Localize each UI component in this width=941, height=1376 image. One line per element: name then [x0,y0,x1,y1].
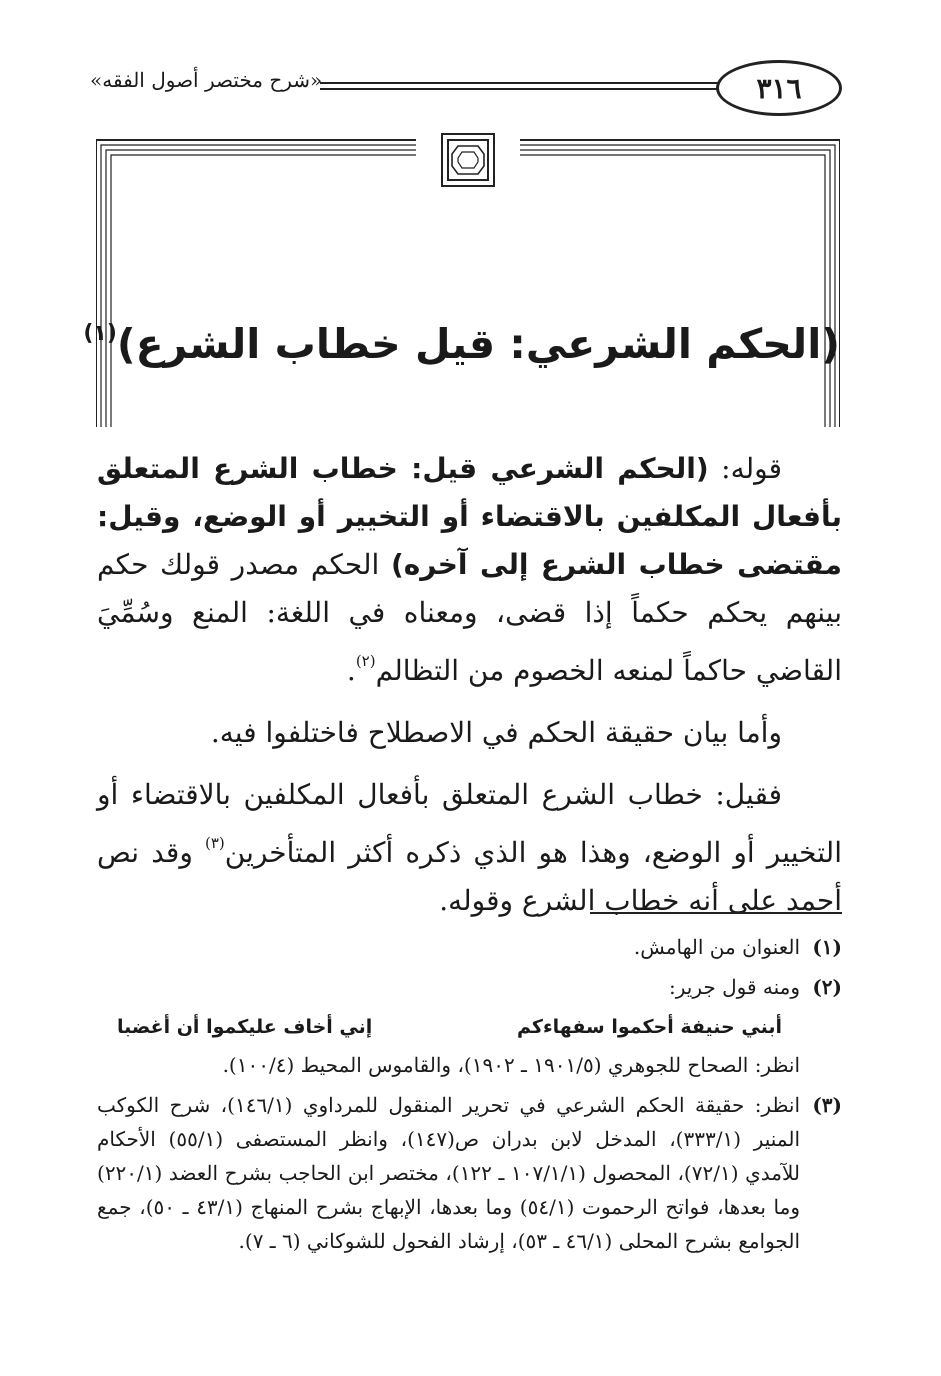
chapter-title-frame [83,132,840,427]
paragraph-text: الحكم مصدر قولك حكم بينهم يحكم حكماً إذا قضى، ومعناه في اللغة: المنع وسُمِّيَ القاضي حاكماً لمنعه الخصوم من التظالم [97,548,842,687]
poem-second-hemistich: إني أخاف عليكموا أن أغضبا [117,1016,373,1038]
footnote-ref: (١) [83,321,117,346]
ornament-icon [442,134,494,186]
chapter-title-text: (الحكم الشرعي: قيل خطاب الشرع) [116,320,840,368]
footnote [97,970,842,1004]
footnote-ref: (٣) [204,834,225,852]
footnote-text: انظر: حقيقة الحكم الشرعي في تحرير المنقول للمرداوي (١٤٦/١)، شرح الكوكب المنير (٣٣٣/١)، المدخل لابن بدران ص(١٤٧)، وانظر المستصفى (٥٥/١) الأحكام للآمدي (٧٢/١)، المحصول (١٠٧/١/١ ـ ١٢٢)، مختصر ابن الحاجب بشرح العضد (٢٢٠/١) وما بعدها، فواتح الرحموت (٥٤/١) وما بعدها، الإبهاج بشرح المنهاج (٤٣/١ ـ ٥٠)، جمع الجوامع بشرح المحلى (٤٦/١ ـ ٥٣)، إرشاد الفحول للشوكاني (٦ ـ ٧). [97,1093,801,1253]
quoted-definition: (الحكم الشرعي قيل: خطاب الشرع المتعلق بأفعال المكلفين بالاقتضاء أو التخيير أو الوضع، وقيل: مقتضى خطاب الشرع إلى آخره) [97,452,843,581]
footnote-ref: (٢) [355,652,376,670]
footnote-number: (٣) [812,1093,842,1117]
footnote [97,930,842,964]
footnote-text: العنوان من الهامش. [633,935,800,959]
footnote [97,1088,842,1258]
footnotes [97,930,842,1264]
header-rule [320,82,750,84]
paragraph [97,771,842,925]
running-book-title: «شرح مختصر أصول الفقه» [90,68,323,92]
poem-first-hemistich: أبني حنيفة أحكموا سفهاءكم [517,1016,782,1038]
paragraph: وأما بيان حقيقة الحكم في الاصطلاح فاختلفوا فيه. [210,716,782,749]
footnote-number: (٢) [812,975,842,999]
poem-verse [117,1010,782,1044]
page-number [716,60,842,116]
main-text [97,445,842,925]
paragraph-end: وقد نص أحمد على أنه خطاب الشرع وقوله. [97,836,842,917]
paragraph-text: فقيل: خطاب الشرع المتعلق بأفعال المكلفين بالاقتضاء أو التخيير أو الوضع، وهذا هو الذي ذكره أكثر المتأخرين [97,778,842,869]
paragraph [97,445,842,695]
chapter-title [83,304,840,374]
paragraph-end: . [346,654,356,687]
footnote-source: انظر: الصحاح للجوهري (١٩٠١/٥ ـ ١٩٠٢)، والقاموس المحيط (١٠٠/٤). [222,1053,800,1077]
footnote-number: (١) [812,935,842,959]
footnote-text: ومنه قول جرير: [668,975,800,999]
decorative-frame [96,132,840,427]
page-header [90,52,842,112]
footnote-separator [590,912,842,914]
paragraph-lead: قوله: [708,452,782,485]
page-number-text: ٣١٦ [756,71,802,105]
header-rule [320,88,750,90]
